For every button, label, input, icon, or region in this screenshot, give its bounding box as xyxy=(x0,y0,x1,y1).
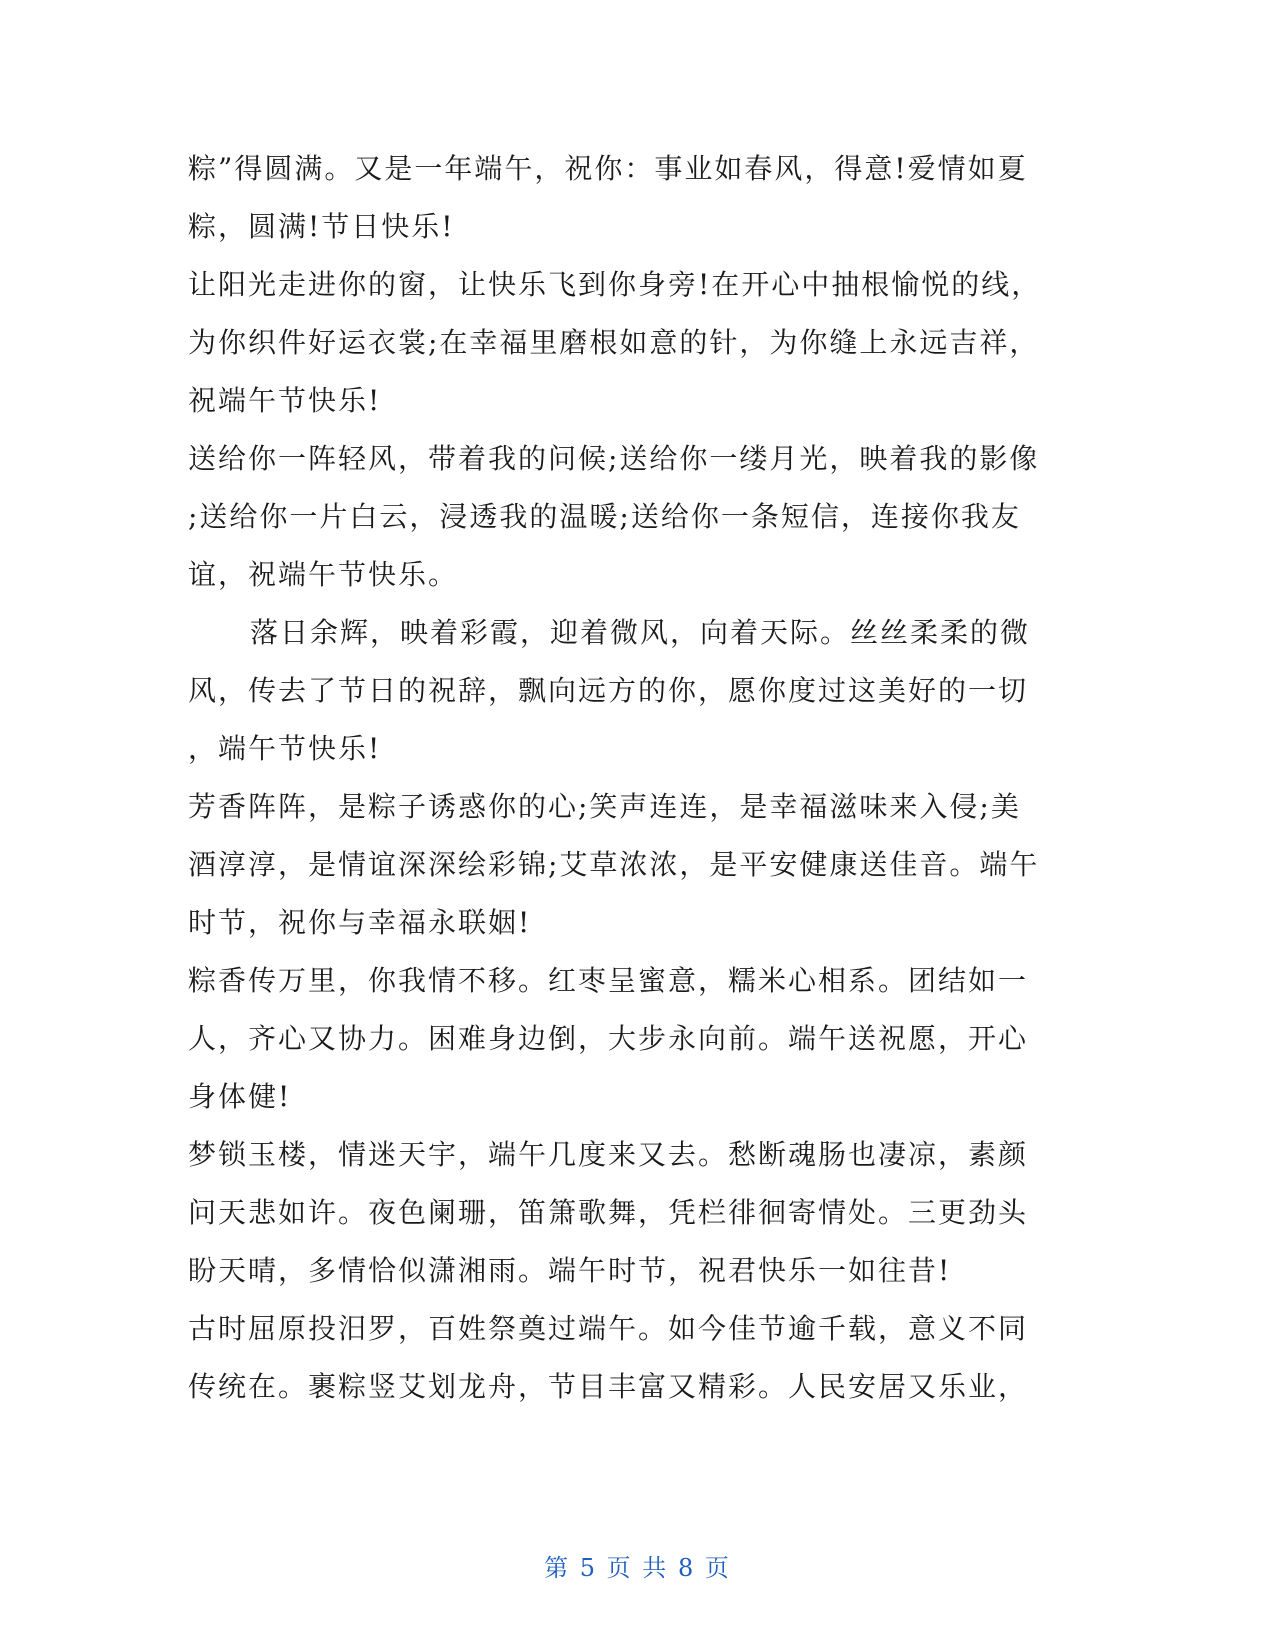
text-line: 祝端午节快乐! xyxy=(188,384,382,417)
page-number-footer: 第 5 页 共 8 页 xyxy=(544,1554,731,1582)
text-line: 人，齐心又协力。困难身边倒，大步永向前。端午送祝愿，开心 xyxy=(188,1022,1029,1055)
text-line: 送给你一阵轻风，带着我的问候;送给你一缕月光，映着我的影像 xyxy=(188,442,1040,475)
text-line: ，端午节快乐! xyxy=(188,732,382,765)
paragraph xyxy=(188,1300,1088,1416)
paragraph xyxy=(188,604,1088,778)
text-line: 为你织件好运衣裳;在幸福里磨根如意的针，为你缝上永远吉祥， xyxy=(188,326,1040,359)
paragraph xyxy=(188,952,1088,1126)
text-line: 粽香传万里，你我情不移。红枣呈蜜意，糯米心相系。团结如一 xyxy=(188,964,1029,997)
text-line: 时节，祝你与幸福永联姻! xyxy=(188,906,532,939)
paragraph xyxy=(188,140,1088,256)
text-line: 梦锁玉楼，情迷天宇，端午几度来又去。愁断魂肠也凄凉，素颜 xyxy=(188,1138,1029,1171)
paragraph xyxy=(188,1126,1088,1300)
text-line: 传统在。裹粽竖艾划龙舟，节目丰富又精彩。人民安居又乐业， xyxy=(188,1370,1029,1403)
text-line: 让阳光走进你的窗，让快乐飞到你身旁!在开心中抽根愉悦的线， xyxy=(188,268,1042,301)
text-line: 落日余辉，映着彩霞，迎着微风，向着天际。丝丝柔柔的微 xyxy=(250,616,1031,649)
text-line: 酒淳淳，是情谊深深绘彩锦;艾草浓浓，是平安健康送佳音。端午 xyxy=(188,848,1040,881)
text-line: 古时屈原投汨罗，百姓祭奠过端午。如今佳节逾千载，意义不同 xyxy=(188,1312,1029,1345)
document-body xyxy=(188,140,1088,1416)
paragraph xyxy=(188,256,1088,430)
text-line: ;送给你一片白云，浸透我的温暖;送给你一条短信，连接你我友 xyxy=(188,500,1021,533)
text-line: 粽”得圆满。又是一年端午，祝你：事业如春风，得意!爱情如夏 xyxy=(188,152,1028,185)
text-line: 身体健! xyxy=(188,1080,292,1113)
paragraph xyxy=(188,430,1088,604)
text-line: 粽，圆满!节日快乐! xyxy=(188,210,455,243)
text-line: 芳香阵阵，是粽子诱惑你的心;笑声连连，是幸福滋味来入侵;美 xyxy=(188,790,1021,823)
paragraph xyxy=(188,778,1088,952)
text-line: 风，传去了节日的祝辞，飘向远方的你，愿你度过这美好的一切 xyxy=(188,674,1029,707)
text-line: 盼天晴，多情恰似潇湘雨。端午时节，祝君快乐一如往昔! xyxy=(188,1254,952,1287)
text-line: 谊，祝端午节快乐。 xyxy=(188,558,459,591)
text-line: 问天悲如许。夜色阑珊，笛箫歌舞，凭栏徘徊寄情处。三更劲头 xyxy=(188,1196,1029,1229)
